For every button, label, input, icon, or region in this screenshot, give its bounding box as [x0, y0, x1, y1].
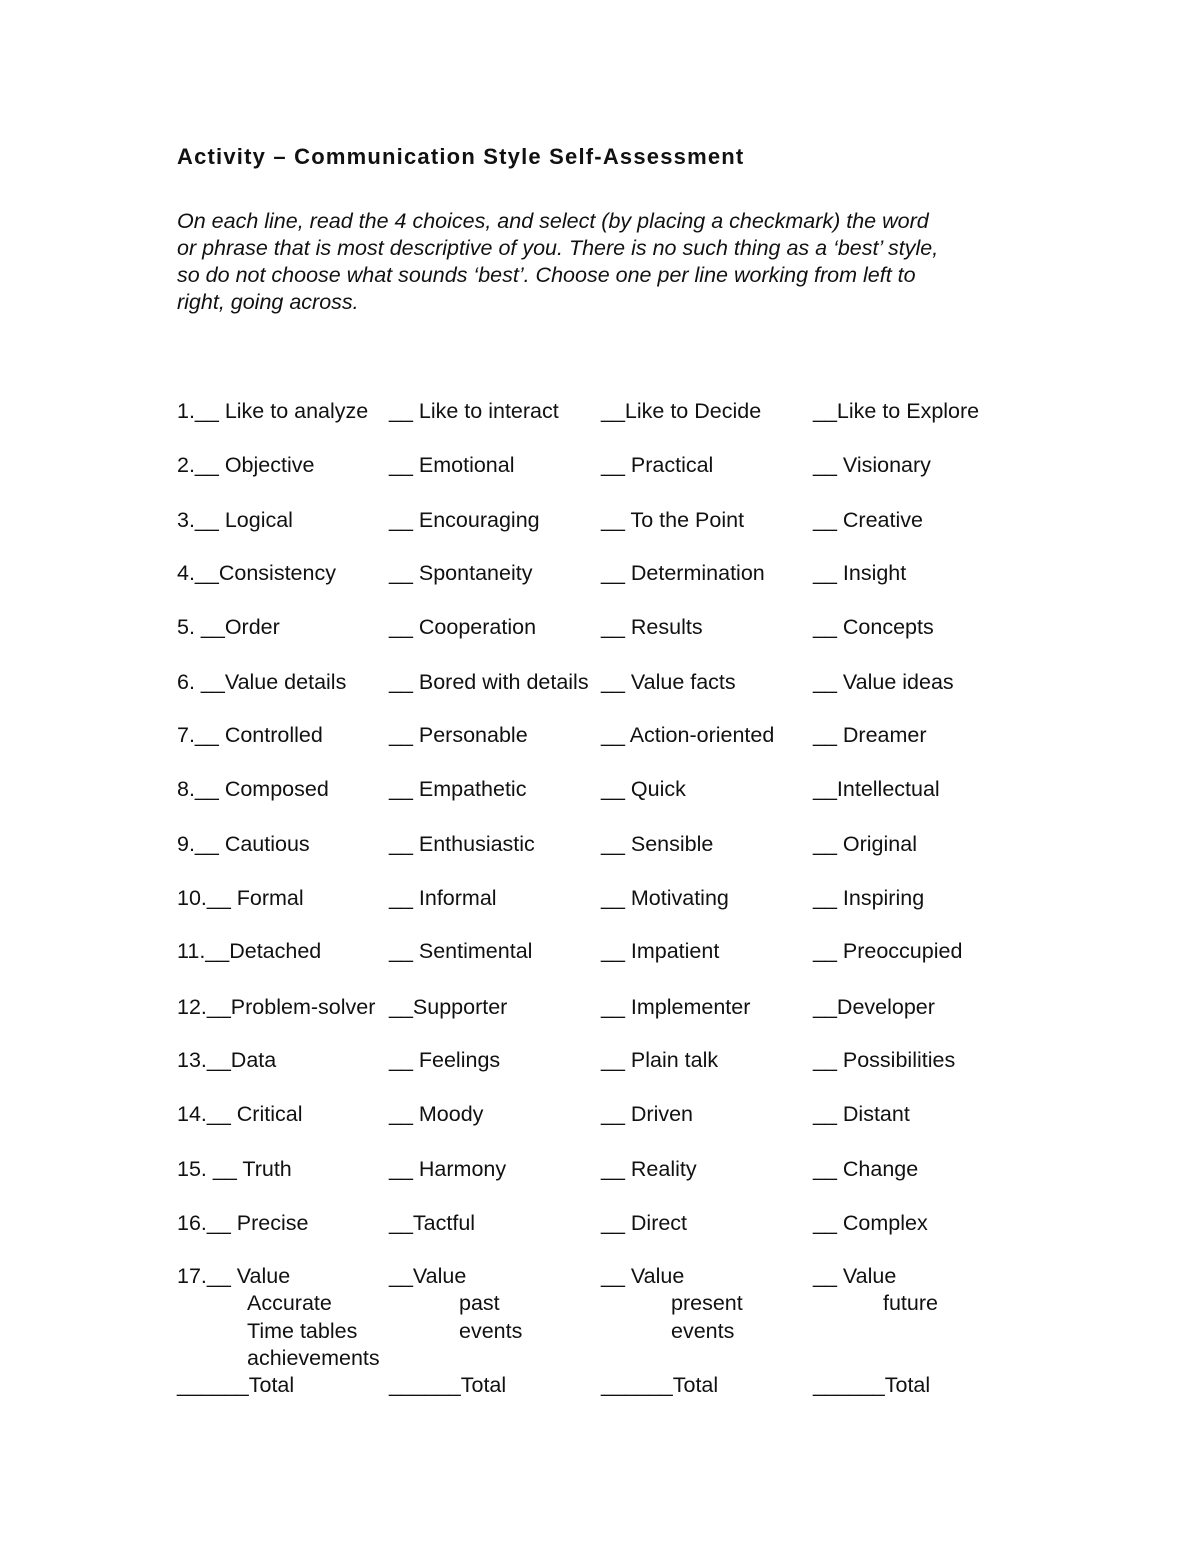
choice-row-6-col-1[interactable]: 6. __Value details	[177, 670, 347, 694]
choice-row-16-col-1[interactable]: 16.__ Precise	[177, 1211, 309, 1235]
choice-row-5-col-2[interactable]: __ Cooperation	[389, 615, 537, 639]
choice-row-11-col-4[interactable]: __ Preoccupied	[813, 939, 963, 963]
choice-row-7-col-4[interactable]: __ Dreamer	[813, 723, 927, 747]
choice-row-5-col-4[interactable]: __ Concepts	[813, 615, 934, 639]
choice-row-14-col-2[interactable]: __ Moody	[389, 1102, 484, 1126]
instructions	[177, 208, 1027, 316]
choice-row-14-col-1[interactable]: 14.__ Critical	[177, 1102, 303, 1126]
choice-row-15-col-4[interactable]: __ Change	[813, 1157, 919, 1181]
choice-row-12-col-4[interactable]: __Developer	[813, 995, 935, 1019]
choice-row-13-col-3[interactable]: __ Plain talk	[601, 1048, 719, 1072]
instructions-line: right, going across.	[177, 290, 359, 314]
choice-row-12-col-1[interactable]: 12.__Problem-solver	[177, 995, 376, 1019]
total-field-col-2[interactable]: ______Total	[389, 1373, 507, 1397]
page-title: Activity – Communication Style Self-Assessment	[177, 144, 745, 169]
row-17-detail-col-3: events	[671, 1318, 735, 1343]
choice-row-15-col-1[interactable]: 15. __ Truth	[177, 1157, 292, 1181]
choice-row-17-col-1[interactable]: 17.__ Value	[177, 1264, 291, 1288]
row-17-detail-col-2: events	[459, 1318, 523, 1343]
choice-row-1-col-4[interactable]: __Like to Explore	[813, 399, 980, 423]
choice-row-6-col-2[interactable]: __ Bored with details	[389, 670, 589, 694]
choice-row-3-col-1[interactable]: 3.__ Logical	[177, 508, 293, 532]
row-17-detail-col-1: Accurate	[247, 1291, 332, 1315]
choice-row-6-col-4[interactable]: __ Value ideas	[813, 670, 954, 694]
choice-row-2-col-4[interactable]: __ Visionary	[813, 453, 931, 477]
instructions-line: or phrase that is most descriptive of you. There is no such thing as a ‘best’ style,	[177, 236, 939, 260]
choice-row-5-col-3[interactable]: __ Results	[601, 615, 703, 639]
total-field-col-1[interactable]: ______Total	[177, 1373, 295, 1397]
choice-row-7-col-3[interactable]: __ Action-oriented	[601, 723, 775, 747]
choice-row-2-col-3[interactable]: __ Practical	[601, 453, 714, 477]
choice-row-16-col-4[interactable]: __ Complex	[813, 1211, 928, 1235]
choice-row-12-col-2[interactable]: __Supporter	[389, 995, 508, 1019]
choice-row-11-col-3[interactable]: __ Impatient	[601, 939, 720, 963]
choice-row-9-col-2[interactable]: __ Enthusiastic	[389, 832, 535, 856]
choice-row-5-col-1[interactable]: 5. __Order	[177, 615, 280, 639]
choice-row-7-col-2[interactable]: __ Personable	[389, 723, 528, 747]
total-field-col-3[interactable]: ______Total	[601, 1373, 719, 1397]
choice-row-4-col-4[interactable]: __ Insight	[813, 561, 907, 585]
row-17-detail-col-1: achievements	[247, 1346, 380, 1370]
choice-row-13-col-4[interactable]: __ Possibilities	[813, 1048, 956, 1072]
instructions-line: so do not choose what sounds ‘best’. Choose one per line working from left to	[177, 263, 916, 287]
choice-row-8-col-4[interactable]: __Intellectual	[813, 777, 940, 801]
choice-row-2-col-2[interactable]: __ Emotional	[389, 453, 515, 477]
row-17-detail-col-2: past	[459, 1291, 500, 1315]
choice-row-15-col-2[interactable]: __ Harmony	[389, 1157, 507, 1181]
instructions-line: On each line, read the 4 choices, and select (by placing a checkmark) the word	[177, 209, 929, 233]
total-field-col-4[interactable]: ______Total	[813, 1373, 931, 1397]
choice-row-1-col-2[interactable]: __ Like to interact	[389, 399, 559, 423]
choice-row-11-col-2[interactable]: __ Sentimental	[389, 939, 533, 963]
choice-row-8-col-2[interactable]: __ Empathetic	[389, 777, 527, 801]
row-17-detail-col-3: present	[671, 1291, 743, 1315]
choice-row-17-col-2[interactable]: __Value	[389, 1264, 467, 1288]
choice-row-8-col-3[interactable]: __ Quick	[601, 777, 686, 801]
choice-row-10-col-4[interactable]: __ Inspiring	[813, 886, 925, 910]
choice-row-8-col-1[interactable]: 8.__ Composed	[177, 777, 329, 801]
choice-row-6-col-3[interactable]: __ Value facts	[601, 670, 736, 694]
choice-row-3-col-2[interactable]: __ Encouraging	[389, 508, 540, 532]
choice-row-2-col-1[interactable]: 2.__ Objective	[177, 453, 315, 477]
choice-row-13-col-1[interactable]: 13.__Data	[177, 1048, 277, 1072]
choice-row-3-col-3[interactable]: __ To the Point	[601, 508, 745, 532]
choice-row-4-col-2[interactable]: __ Spontaneity	[389, 561, 533, 585]
choice-row-7-col-1[interactable]: 7.__ Controlled	[177, 723, 323, 747]
choice-row-14-col-3[interactable]: __ Driven	[601, 1102, 694, 1126]
choice-row-15-col-3[interactable]: __ Reality	[601, 1157, 697, 1181]
choice-row-9-col-3[interactable]: __ Sensible	[601, 832, 714, 856]
choice-row-9-col-4[interactable]: __ Original	[813, 832, 917, 856]
choice-row-1-col-3[interactable]: __Like to Decide	[601, 399, 762, 423]
choice-row-11-col-1[interactable]: 11.__Detached	[177, 939, 322, 963]
choice-row-16-col-2[interactable]: __Tactful	[389, 1211, 476, 1235]
choice-row-10-col-2[interactable]: __ Informal	[389, 886, 497, 910]
choice-row-17-col-3[interactable]: __ Value	[601, 1264, 685, 1288]
choice-row-14-col-4[interactable]: __ Distant	[813, 1102, 910, 1126]
choice-row-12-col-3[interactable]: __ Implementer	[601, 995, 751, 1019]
choice-row-10-col-3[interactable]: __ Motivating	[601, 886, 729, 910]
choice-row-13-col-2[interactable]: __ Feelings	[389, 1048, 501, 1072]
choice-row-9-col-1[interactable]: 9.__ Cautious	[177, 832, 310, 856]
choice-row-10-col-1[interactable]: 10.__ Formal	[177, 886, 304, 910]
row-17-detail-col-1: Time tables	[247, 1318, 358, 1343]
choice-row-17-col-4[interactable]: __ Value	[813, 1264, 897, 1288]
choice-row-4-col-3[interactable]: __ Determination	[601, 561, 765, 585]
choice-row-1-col-1[interactable]: 1.__ Like to analyze	[177, 399, 369, 423]
choice-row-4-col-1[interactable]: 4.__Consistency	[177, 561, 336, 585]
choice-row-16-col-3[interactable]: __ Direct	[601, 1211, 688, 1235]
row-17-detail-col-4: future	[883, 1291, 938, 1315]
choice-row-3-col-4[interactable]: __ Creative	[813, 508, 923, 532]
